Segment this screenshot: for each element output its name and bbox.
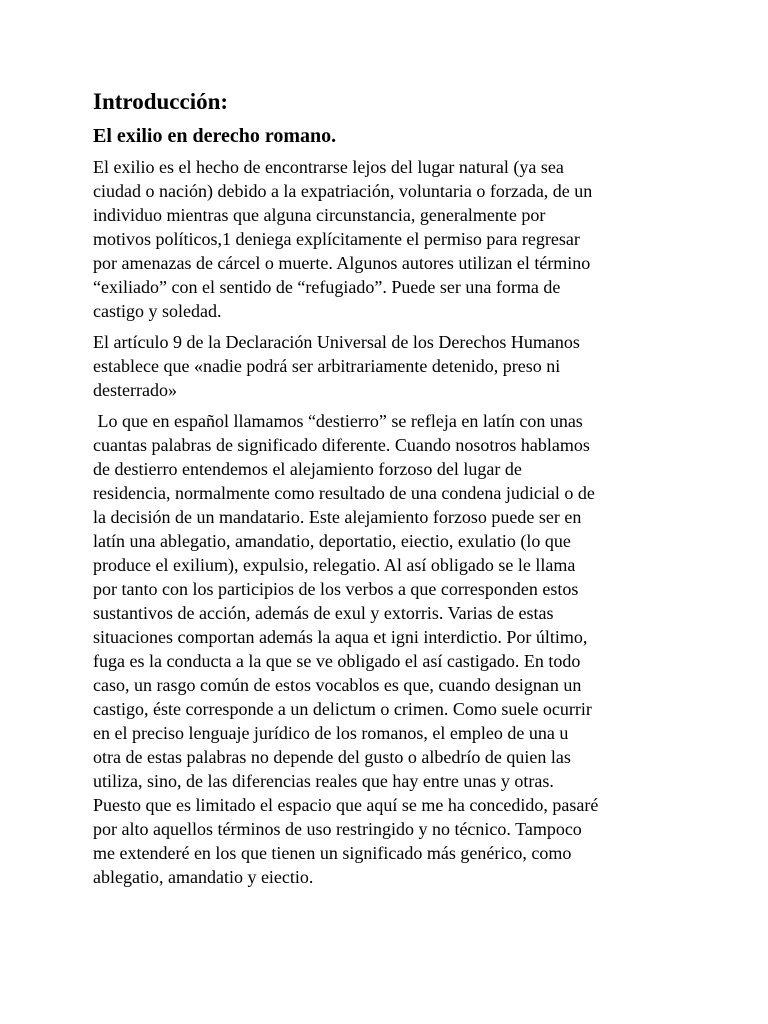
paragraph-line: individuo mientras que alguna circunstancia, generalmente por [93,205,546,225]
paragraph-line: castigo, éste corresponde a un delictum o crimen. Como suele ocurrir [93,699,592,719]
paragraph-line: sustantivos de acción, además de exul y extorris. Varias de estas [93,603,554,623]
document-body [93,87,713,896]
paragraph-line: situaciones comportan además la aqua et igni interdictio. Por último, [93,627,588,647]
paragraph-line: desterrado» [93,380,177,400]
paragraph-line: la decisión de un mandatario. Este alejamiento forzoso puede ser en [93,507,582,527]
paragraphs-container [93,155,713,889]
paragraph-line: motivos políticos,1 deniega explícitamente el permiso para regresar [93,229,580,249]
paragraph-line: El artículo 9 de la Declaración Universal de los Derechos Humanos [93,332,580,352]
paragraph [93,330,713,402]
paragraph-line: fuga es la conducta a la que se ve obligado el así castigado. En todo [93,651,581,671]
paragraph-line: establece que «nadie podrá ser arbitrariamente detenido, preso ni [93,356,561,376]
paragraph-line: utiliza, sino, de las diferencias reales que hay entre unas y otras. [93,771,554,791]
paragraph-line: El exilio es el hecho de encontrarse lejos del lugar natural (ya sea [93,157,564,177]
paragraph-line: ciudad o nación) debido a la expatriación, voluntaria o forzada, de un [93,181,593,201]
paragraph-line: Puesto que es limitado el espacio que aquí se me ha concedido, pasaré [93,795,599,815]
paragraph-line: me extenderé en los que tienen un significado más genérico, como [93,843,572,863]
document-subheading: El exilio en derecho romano. [93,125,337,147]
paragraph-line: otra de estas palabras no depende del gusto o albedrío de quien las [93,747,571,767]
paragraph-line: por alto aquellos términos de uso restringido y no técnico. Tampoco [93,819,582,839]
paragraph-line: residencia, normalmente como resultado de una condena judicial o de [93,483,595,503]
document-heading: Introducción: [93,89,229,114]
paragraph-line: ablegatio, amandatio y eiectio. [93,867,314,887]
paragraph-line: de destierro entendemos el alejamiento forzoso del lugar de [93,459,522,479]
paragraph-line: cuantas palabras de significado diferente. Cuando nosotros hablamos [93,435,590,455]
paragraph [93,409,713,889]
paragraph-line: castigo y soledad. [93,301,222,321]
paragraph-line: Lo que en español llamamos “destierro” se refleja en latín con unas [93,411,583,431]
paragraph-line: por amenazas de cárcel o muerte. Algunos autores utilizan el término [93,253,591,273]
paragraph-line: caso, un rasgo común de estos vocablos es que, cuando designan un [93,675,582,695]
paragraph-line: latín una ablegatio, amandatio, deportatio, eiectio, exulatio (lo que [93,531,571,551]
paragraph-line: “exiliado” con el sentido de “refugiado”. Puede ser una forma de [93,277,561,297]
paragraph-line: en el preciso lenguaje jurídico de los romanos, el empleo de una u [93,723,569,743]
paragraph-line: produce el exilium), expulsio, relegatio. Al así obligado se le llama [93,555,576,575]
paragraph-line: por tanto con los participios de los verbos a que corresponden estos [93,579,579,599]
paragraph [93,155,713,323]
